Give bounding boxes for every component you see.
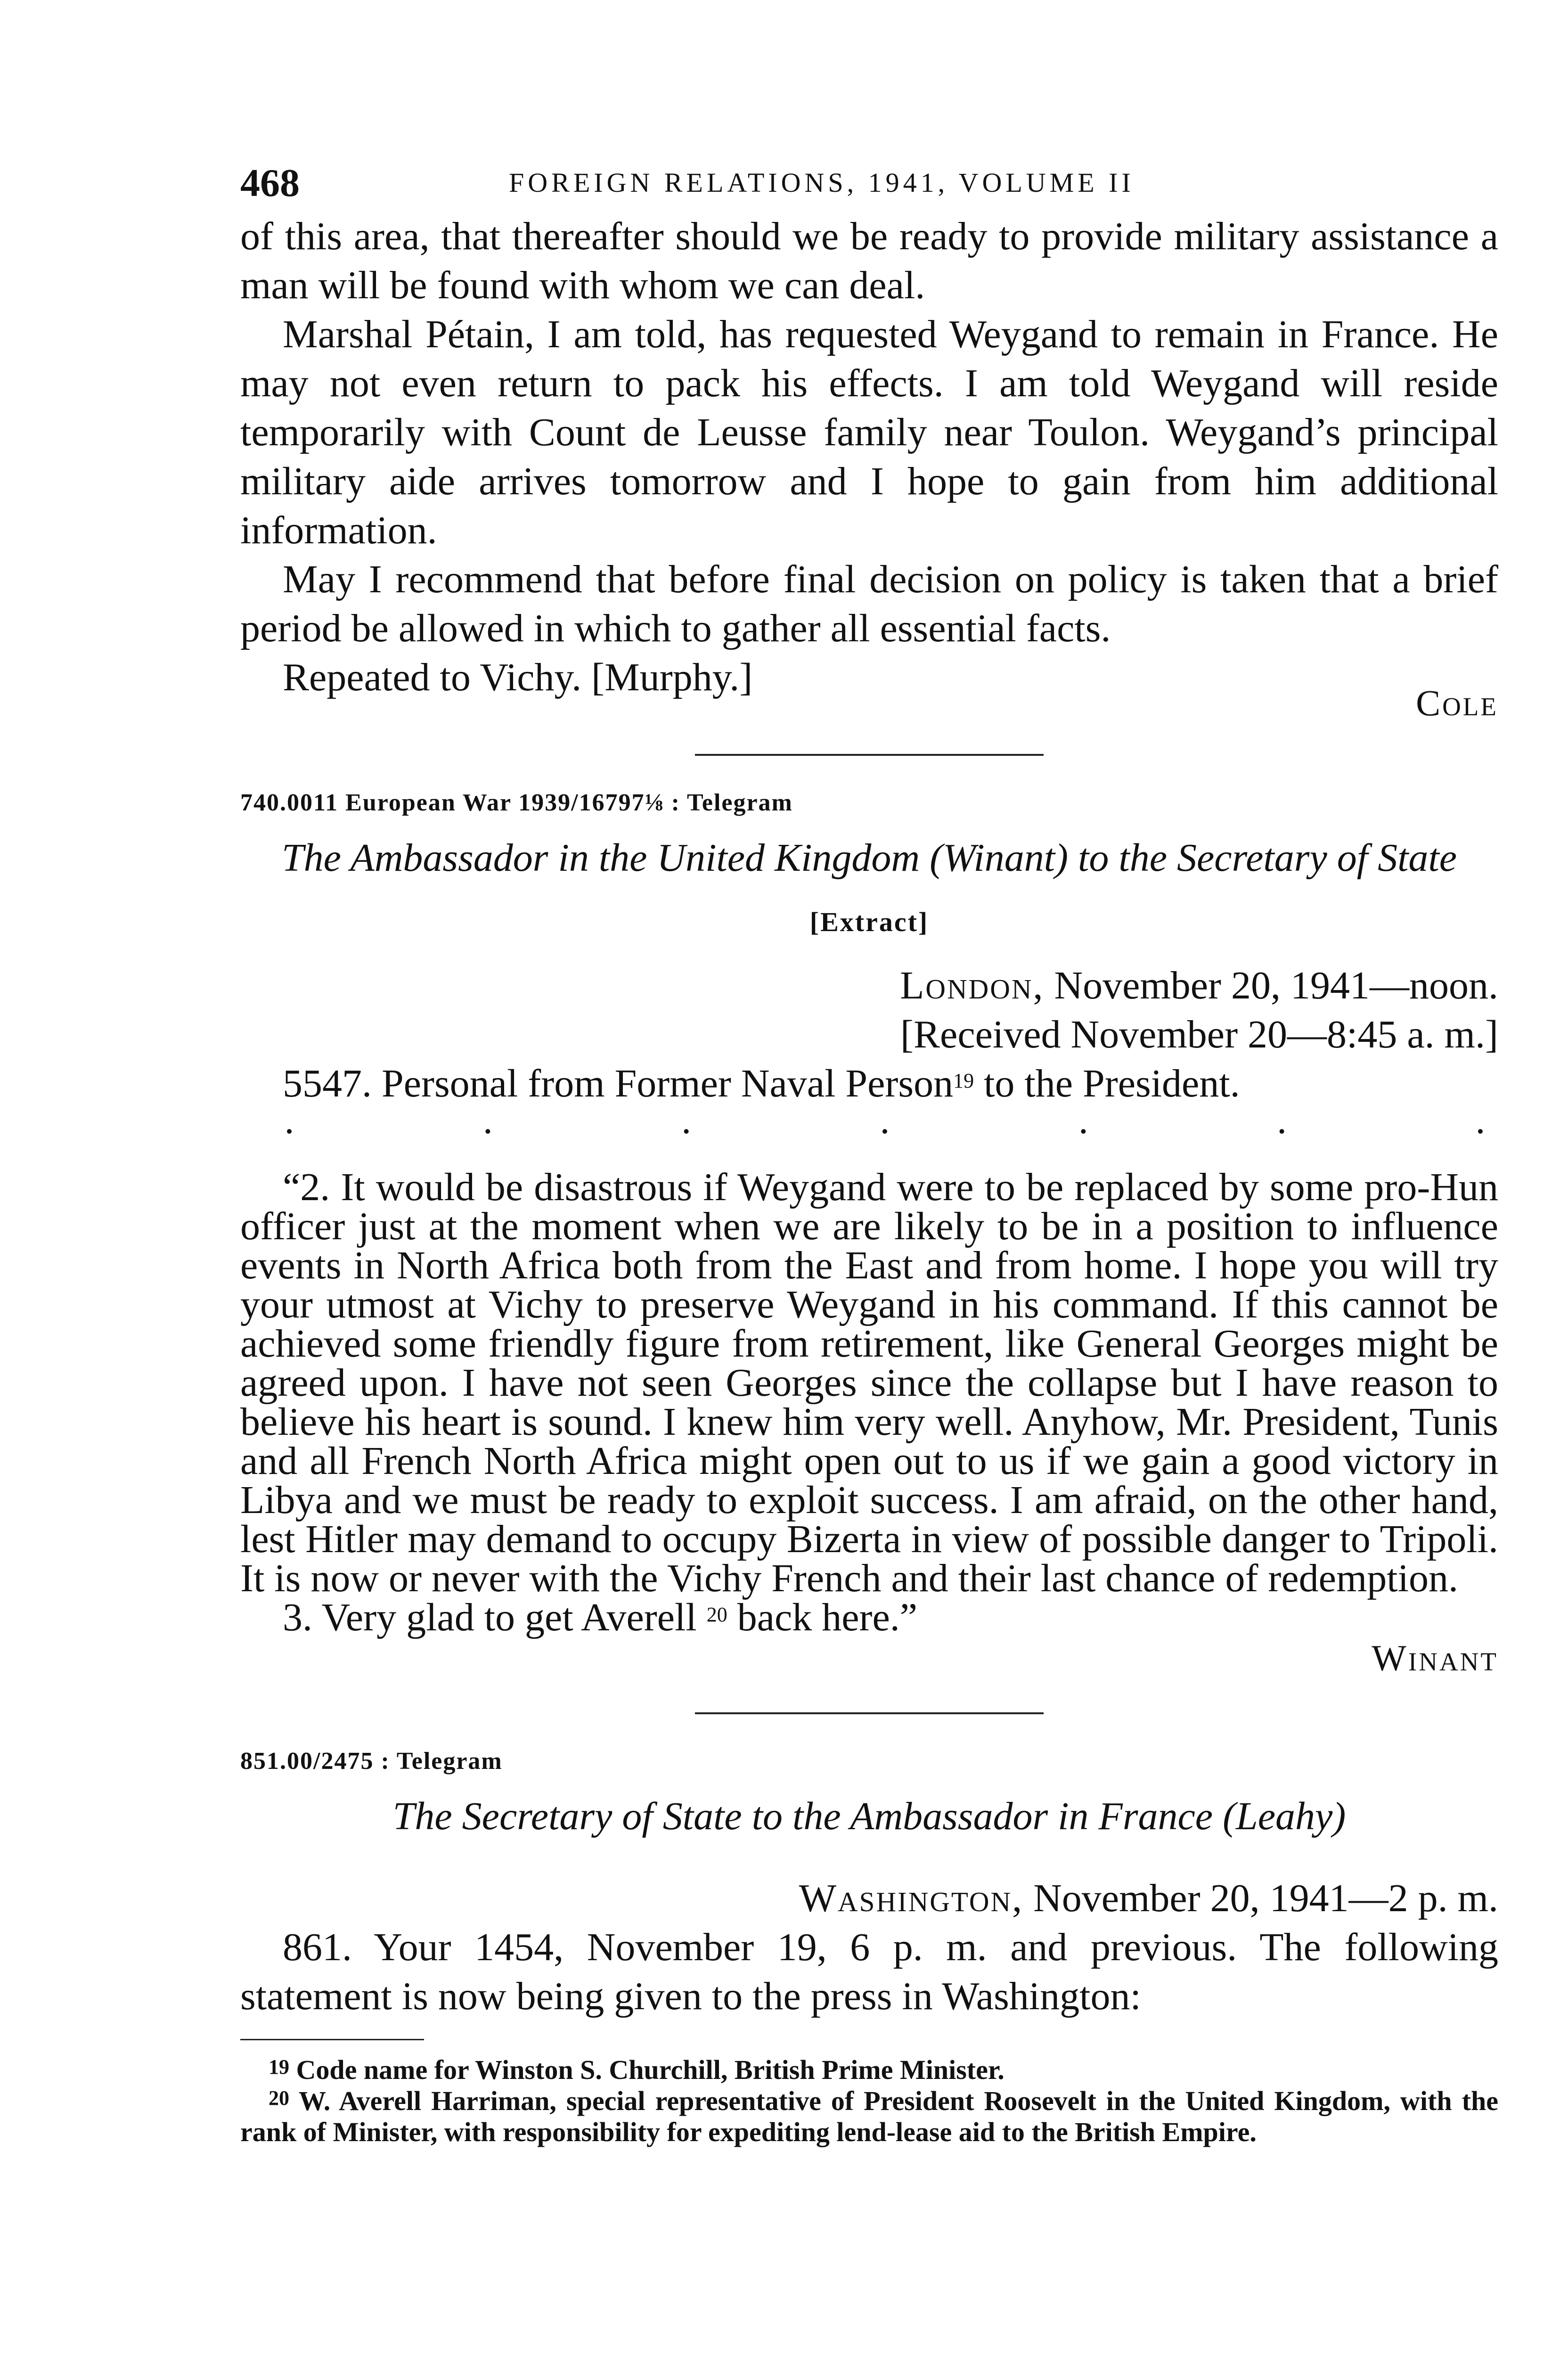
footnote-reference: 20: [706, 1603, 727, 1626]
running-head: FOREIGN RELATIONS, 1941, VOLUME II: [509, 167, 1135, 198]
dateline: [240, 1874, 1498, 1923]
message-heading: [240, 1059, 1498, 1108]
quote-text: 3. Very glad to get Averell: [283, 1595, 697, 1639]
footnote-number: 20: [269, 2086, 289, 2110]
continuation-paragraph-4: [240, 653, 1498, 723]
quote-paragraph-3: [240, 1595, 1498, 1639]
footnote-divider: [240, 2039, 424, 2040]
continuation-paragraph-2: Marshal Pétain, I am told, has requested Weygand to remain in France. He may not even return to pack his effects. I am told Weygand will reside temporarily with Count de Leusse family near Toulon. Weygand’s principal military aide arrives tomorrow and I hope to gain from him additional information.: [240, 312, 1498, 552]
footnotes: [240, 2054, 1498, 2148]
footnote-20: [240, 2086, 1498, 2148]
page-header: [240, 160, 1498, 212]
dateline-date: November 20, 1941—noon.: [1054, 964, 1498, 1007]
ellipsis-dot: ·: [1473, 1110, 1487, 1153]
message-text: Personal from Former Naval Person: [382, 1062, 954, 1105]
ellipsis-dot: ·: [1077, 1110, 1090, 1153]
document-page: [240, 160, 1498, 2148]
quote-paragraph-2: “2. It would be disastrous if Weygand were to be replaced by some pro-Hun officer just at the moment when we are likely to be in a position to influence events in North Africa both from the East and from home. I hope you will try your utmost at Vichy to preserve Weygand in his command. If this cannot be achieved some friendly figure from retirement, like General Georges might be agreed upon. I have not seen Georges since the collapse but I have reason to believe his heart is sound. I knew him very well. Anyhow, Mr. President, Tunis and all French North Africa might open out to us if we gain a good victory in Libya and we must be ready to exploit success. I am afraid, on the other hand, lest Hitler may demand to occupy Bizerta in view of possible danger to Tripoli. It is now or never with the Vichy French and their last chance of redemption.: [240, 1165, 1498, 1600]
quoted-message: [240, 1165, 1498, 1639]
received-line: [Received November 20—8:45 a. m.]: [900, 1013, 1498, 1056]
dateline-place: London,: [900, 964, 1045, 1007]
ellipsis-dot: ·: [878, 1110, 891, 1153]
extract-label: [Extract]: [809, 907, 929, 937]
message-text: to the President.: [984, 1062, 1240, 1105]
document-title: The Ambassador in the United Kingdom (Winant) to the Secretary of State: [281, 836, 1457, 880]
signature-winant: Winant: [1372, 1637, 1498, 1678]
footnote-reference: 19: [953, 1069, 974, 1092]
continuation-paragraph-1: of this area, that thereafter should we be ready to provide military assistance a man will be found with whom we can deal.: [240, 214, 1498, 307]
footnote-number: 19: [269, 2055, 289, 2078]
dateline-date: November 20, 1941—2 p. m.: [1033, 1876, 1498, 1920]
omission-ellipsis: [240, 1110, 1498, 1153]
continuation-paragraph-3: May I recommend that before final decision on policy is taken that a brief period be allowed in which to gather all essential facts.: [240, 557, 1498, 650]
section-divider: [695, 754, 1044, 756]
footnote-text: Code name for Winston S. Churchill, British Prime Minister.: [296, 2054, 1004, 2085]
telegram-paragraph-1: 861. Your 1454, November 19, 6 p. m. and previous. The following statement is now being given to the press in Washington:: [240, 1925, 1498, 2018]
ellipsis-dot: ·: [283, 1110, 296, 1153]
repeated-to-text: Repeated to Vichy. [Murphy.]: [283, 655, 753, 699]
ellipsis-dot: ·: [679, 1110, 693, 1153]
page-number: 468: [240, 161, 300, 205]
footnote-19: [240, 2054, 1498, 2086]
dateline: [240, 961, 1498, 1010]
section-divider: [695, 1712, 1044, 1714]
document-title: The Secretary of State to the Ambassador in France (Leahy): [392, 1794, 1346, 1838]
footnote-text: W. Averell Harriman, special representative of President Roosevelt in the United Kingdom, with the rank of Minister, with responsibility for expediting lend-lease aid to the British Empire.: [240, 2086, 1499, 2147]
ellipsis-dot: ·: [1275, 1110, 1289, 1153]
file-reference: 851.00/2475 : Telegram: [240, 1748, 503, 1775]
quote-text: back here.”: [737, 1595, 918, 1639]
dateline-place: Washington,: [799, 1876, 1024, 1920]
file-reference: 740.0011 European War 1939/16797⅛ : Telegram: [240, 789, 793, 816]
ellipsis-dot: ·: [481, 1110, 495, 1153]
signature-cole: Cole: [1416, 682, 1498, 723]
message-number: 5547.: [283, 1062, 372, 1105]
